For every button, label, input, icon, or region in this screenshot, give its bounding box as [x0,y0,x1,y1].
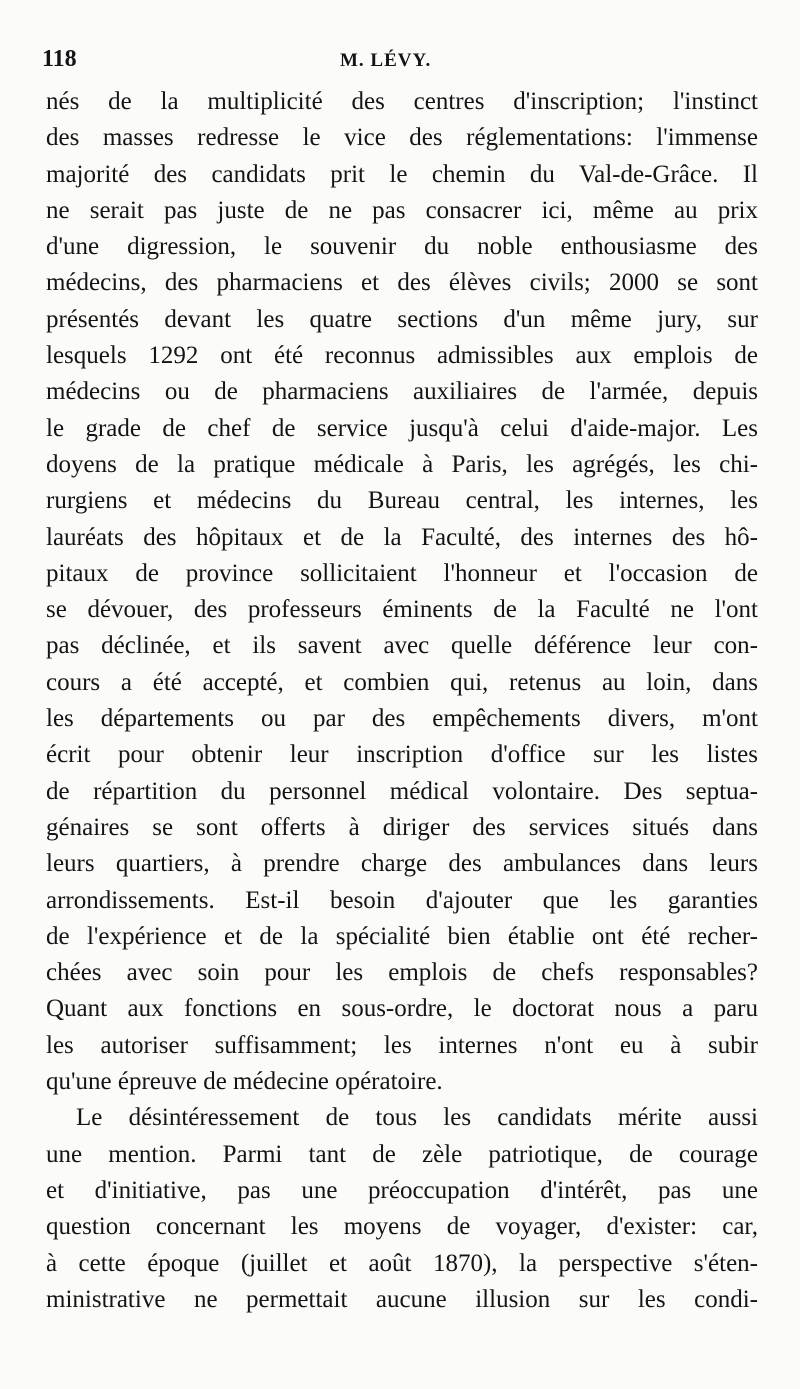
text-line: de répartition du personnel médical volontaire. Des septua- [46,777,758,805]
text-line: écrit pour obtenir leur inscription d'office sur les listes [46,741,758,769]
text-line: doyens de la pratique médicale à Paris, les agrégés, les chi- [46,450,758,478]
text-line: de l'expérience et de la spécialité bien établie ont été recher- [46,922,758,950]
text-line: se dévouer, des professeurs éminents de la Faculté ne l'ont [46,596,758,624]
text-line: Quant aux fonctions en sous-ordre, le doctorat nous a paru [46,995,758,1023]
paragraph-2 [46,1100,758,1318]
text-line: médecins, des pharmaciens et des élèves civils; 2000 se sont [46,269,758,297]
text-line: ne serait pas juste de ne pas consacrer ici, même au prix [46,196,758,224]
text-line: lauréats des hôpitaux et de la Faculté, des internes des hô- [46,523,758,551]
text-line: d'une digression, le souvenir du noble enthousiasme des [46,233,758,261]
text-line: ministrative ne permettait aucune illusion sur les condi- [46,1285,758,1313]
text-line: rurgiens et médecins du Bureau central, les internes, les [46,487,758,515]
text-line: des masses redresse le vice des réglementations: l'immense [46,124,758,152]
text-line: le grade de chef de service jusqu'à celui d'aide-major. Les [46,414,758,442]
text-line: Le désintéressement de tous les candidats mérite aussi [76,1104,758,1132]
page-number: 118 [42,46,77,72]
text-line: présentés devant les quatre sections d'un même jury, sur [46,305,758,333]
text-line: génaires se sont offerts à diriger des services situés dans [46,813,758,841]
text-line: leurs quartiers, à prendre charge des ambulances dans leurs [46,850,758,878]
text-line: pas déclinée, et ils savent avec quelle déférence leur con- [46,632,758,660]
body-text [46,84,758,1318]
text-line: pitaux de province sollicitaient l'honneur et l'occasion de [46,559,758,587]
running-head: M. LÉVY. [340,50,432,71]
text-line: une mention. Parmi tant de zèle patriotique, de courage [46,1140,758,1168]
text-line: cours a été accepté, et combien qui, retenus au loin, dans [46,668,758,696]
text-line: chées avec soin pour les emplois de chefs responsables? [46,959,758,987]
text-line: médecins ou de pharmaciens auxiliaires de l'armée, depuis [46,378,758,406]
text-line: les départements ou par des empêchements divers, m'ont [46,705,758,733]
text-line: arrondissements. Est-il besoin d'ajouter que les garanties [46,886,758,914]
text-line: majorité des candidats prit le chemin du Val-de-Grâce. Il [46,160,758,188]
text-line: à cette époque (juillet et août 1870), la perspective s'éten- [46,1249,758,1277]
page-header [40,40,760,80]
text-line: nés de la multiplicité des centres d'inscription; l'instinct [46,88,758,115]
text-line: qu'une épreuve de médecine opératoire. [46,1068,443,1096]
text-line: les autoriser suffisamment; les internes n'ont eu à subir [46,1031,758,1059]
text-line: question concernant les moyens de voyager, d'exister: car, [46,1213,758,1241]
text-line: et d'initiative, pas une préoccupation d'intérêt, pas une [46,1176,758,1204]
text-line: lesquels 1292 ont été reconnus admissibles aux emplois de [46,342,758,370]
paragraph-1 [46,84,758,1100]
